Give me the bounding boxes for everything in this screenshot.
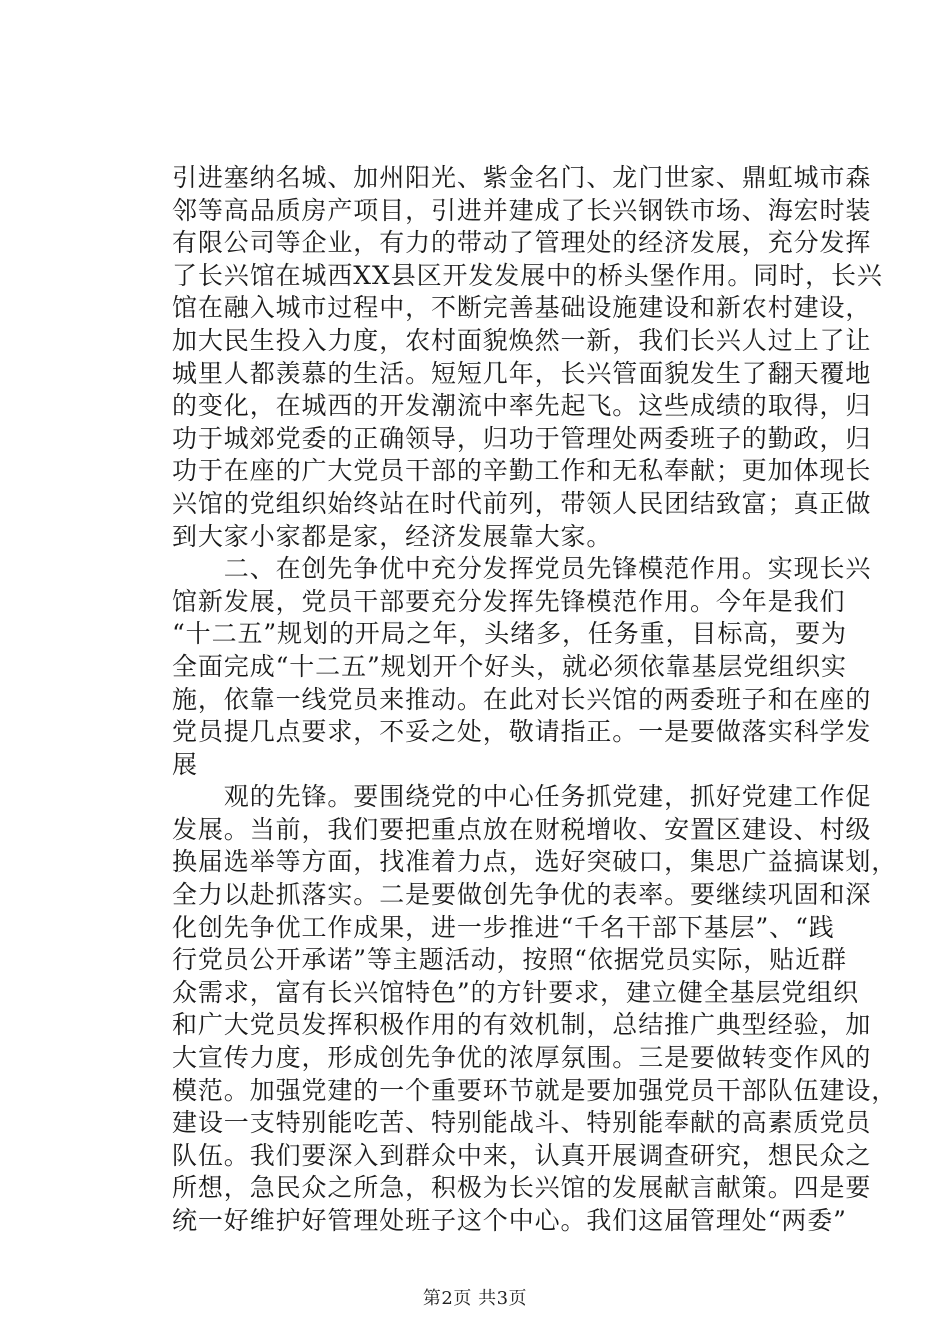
- text-line: 邻等高品质房产项目，引进并建成了长兴钢铁市场、海宏时装: [172, 195, 872, 225]
- text-line: 引进塞纳名城、加州阳光、紫金名门、龙门世家、鼎虹城市森: [172, 163, 872, 192]
- document-body: [172, 162, 898, 1238]
- text-line: 众需求，富有长兴馆特色”的方针要求，建立健全基层党组织: [172, 977, 860, 1007]
- text-line: 馆在融入城市过程中，不断完善基础设施建设和新农村建设，: [172, 293, 872, 323]
- text-line: 化创先争优工作成果，进一步推进“千名干部下基层”、“践: [172, 912, 835, 942]
- text-line: 模范。加强党建的一个重要环节就是要加强党员干部队伍建设，: [172, 1075, 898, 1105]
- text-line: 馆新发展，党员干部要充分发挥先锋模范作用。今年是我们: [172, 586, 846, 616]
- text-line: 了长兴馆在城西XX县区开发发展中的桥头堡作用。同时，长兴: [172, 260, 883, 290]
- page-number-footer: 第2页 共3页: [422, 1288, 528, 1309]
- text-line: 功于城郊党委的正确领导，归功于管理处两委班子的勤政，归: [172, 423, 872, 453]
- text-line: 到大家小家都是家，经济发展靠大家。: [172, 521, 613, 551]
- text-line: 换届选举等方面，找准着力点，选好突破口，集思广益搞谋划，: [172, 847, 898, 877]
- text-line: 的变化，在城西的开发潮流中率先起飞。这些成绩的取得，归: [172, 391, 872, 421]
- text-line: 队伍。我们要深入到群众中来，认真开展调查研究，想民众之: [172, 1140, 872, 1170]
- text-line: 和广大党员发挥积极作用的有效机制，总结推广典型经验，加: [172, 1010, 872, 1040]
- text-line: 发展。当前，我们要把重点放在财税增收、安置区建设、村级: [172, 814, 872, 844]
- text-line: 有限公司等企业，有力的带动了管理处的经济发展，充分发挥: [172, 228, 872, 258]
- text-line: “十二五”规划的开局之年，头绪多，任务重，目标高，要为: [172, 619, 847, 649]
- text-line: 建设一支特别能吃苦、特别能战斗、特别能奉献的高素质党员: [172, 1108, 872, 1138]
- text-line: 展: [172, 749, 198, 779]
- text-line: 加大民生投入力度，农村面貌焕然一新，我们长兴人过上了让: [172, 325, 872, 355]
- text-line: 所想，急民众之所急，积极为长兴馆的发展献言献策。四是要: [172, 1173, 872, 1203]
- text-line: 党员提几点要求，不妥之处，敬请指正。一是要做落实科学发: [172, 717, 872, 747]
- text-line: 全力以赴抓落实。二是要做创先争优的表率。要继续巩固和深: [172, 880, 872, 910]
- text-line: 二、在创先争优中充分发挥党员先锋模范作用。实现长兴: [172, 554, 872, 584]
- text-line: 大宣传力度，形成创先争优的浓厚氛围。三是要做转变作风的: [172, 1043, 872, 1073]
- text-line: 统一好维护好管理处班子这个中心。我们这届管理处“两委”: [172, 1206, 847, 1235]
- text-line: 兴馆的党组织始终站在时代前列，带领人民团结致富；真正做: [172, 488, 872, 518]
- text-line: 城里人都羡慕的生活。短短几年，长兴管面貌发生了翻天覆地: [172, 358, 872, 388]
- text-line: 施，依靠一线党员来推动。在此对长兴馆的两委班子和在座的: [172, 684, 872, 714]
- text-line: 功于在座的广大党员干部的辛勤工作和无私奉献；更加体现长: [172, 456, 872, 486]
- text-line: 观的先锋。要围绕党的中心任务抓党建，抓好党建工作促: [172, 782, 872, 812]
- text-line: 全面完成“十二五”规划开个好头，就必须依靠基层党组织实: [172, 651, 847, 681]
- text-line: 行党员公开承诺”等主题活动，按照“依据党员实际，贴近群: [172, 945, 847, 975]
